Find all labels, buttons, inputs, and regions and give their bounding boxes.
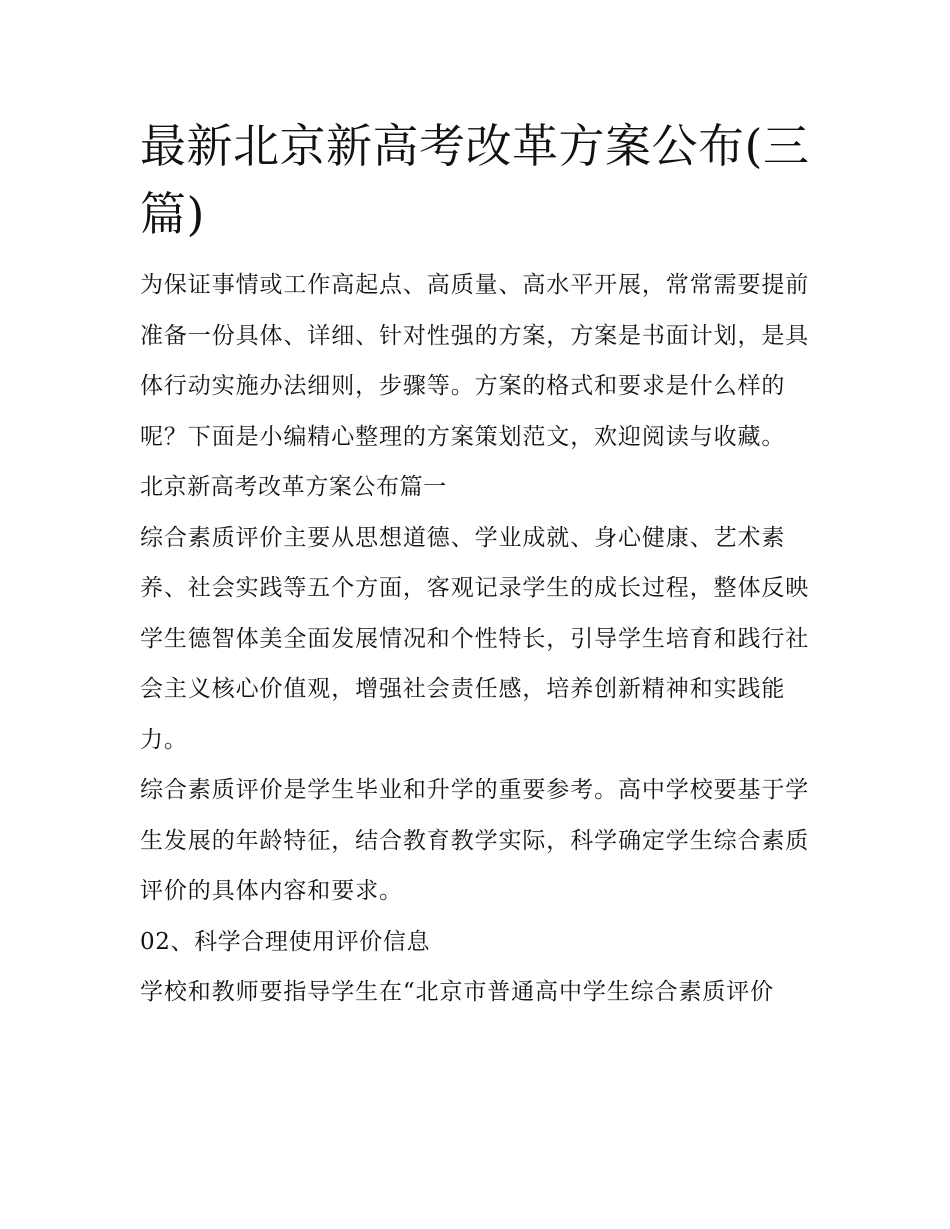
evaluation-dimensions-paragraph: 综合素质评价主要从思想道德、学业成就、身心健康、艺术素养、社会实践等五个方面，客观记录学生的成长过程，整体反映学生德智体美全面发展情况和个性特长，引导学生培育和践行社会主义核心价值观，增强社会责任感，培养创新精神和实践能力。 <box>140 524 810 753</box>
document-content <box>140 112 815 1018</box>
document-title: 最新北京新高考改革方案公布(三篇) <box>140 119 810 241</box>
evaluation-reference-paragraph: 综合素质评价是学生毕业和升学的重要参考。高中学校要基于学生发展的年龄特征，结合教育教学实际，科学确定学生综合素质评价的具体内容和要求。 <box>140 777 810 904</box>
section-heading-part-one: 北京新高考改革方案公布篇一 <box>140 474 447 500</box>
intro-paragraph: 为保证事情或工作高起点、高质量、高水平开展，常常需要提前准备一份具体、详细、针对性强的方案，方案是书面计划，是具体行动实施办法细则，步骤等。方案的格式和要求是什么样的呢？下面是小编精心整理的方案策划范文，欢迎阅读与收藏。 <box>140 272 810 450</box>
title-block <box>140 112 815 248</box>
subsection-heading-02: 02、科学合理使用评价信息 <box>140 928 431 955</box>
guidance-paragraph: 学校和教师要指导学生在“北京市普通高中学生综合素质评价 <box>140 979 775 1005</box>
